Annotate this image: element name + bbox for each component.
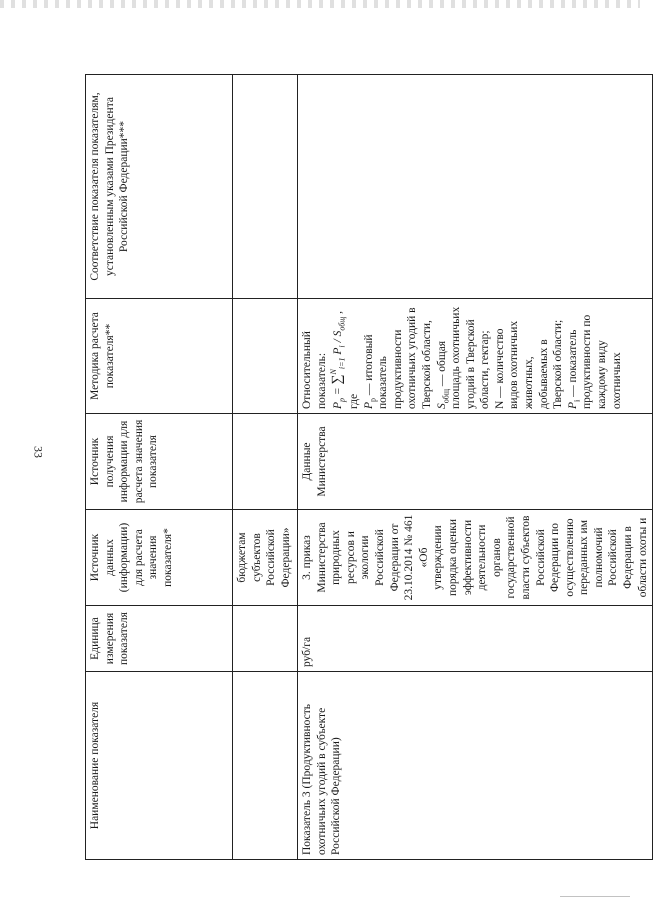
scan-edge-bottom xyxy=(560,896,630,897)
cell-empty xyxy=(233,75,298,299)
cell-data-source-continued: бюджетам субъектов Российской Федерации» xyxy=(233,510,298,606)
method-intro: Относительный показатель: xyxy=(301,331,328,409)
indicators-table xyxy=(85,74,653,860)
cell-method xyxy=(298,299,653,414)
cell-unit: руб/га xyxy=(298,606,653,672)
header-unit: Единица измерения показателя xyxy=(86,606,233,672)
rotated-table-wrapper xyxy=(85,75,649,860)
cell-conformity xyxy=(298,75,653,299)
page-number: 33 xyxy=(31,446,46,458)
header-name: Наименование показателя xyxy=(86,672,233,860)
header-row xyxy=(86,75,233,860)
method-formula: $P_р = \sum^N_{i=1}$ $P_i / S_{общ}$ , xyxy=(329,310,347,409)
scan-edge-top xyxy=(0,0,640,8)
cell-info-source: Данные Министерства xyxy=(298,414,653,510)
indicator-row xyxy=(298,75,653,860)
header-data-source: Источник данных (информации) для расчета значения показателя* xyxy=(86,510,233,606)
method-def-s: $S_{общ}$ — общая площадь охотничьих угодий в Тверской области, гектар; xyxy=(435,306,492,409)
method-def-p: $P_р$ — итоговый показатель продуктивности охотничьих угодий в Тверской области, xyxy=(362,307,433,409)
continuation-row xyxy=(233,75,298,860)
header-info-source: Источник получения информации для расчета значения показателя xyxy=(86,414,233,510)
header-method: Методика расчета показателя** xyxy=(86,299,233,414)
cell-indicator-name: Показатель 3 (Продуктивность охотничьих угодий в субъекте Российской Федерации) xyxy=(298,672,653,860)
method-def-pi: $P_i$ — показатель продуктивности по каждому виду охотничьих xyxy=(566,314,623,409)
method-def-n: N — количество видов охотничьих животных, добываемых в Тверской области; xyxy=(493,319,565,409)
cell-empty xyxy=(233,606,298,672)
cell-empty xyxy=(233,672,298,860)
cell-empty xyxy=(233,299,298,414)
cell-empty xyxy=(233,414,298,510)
method-where: где xyxy=(347,393,360,409)
cell-data-source: 3. приказ Министерства природных ресурсов и экологии Российской Федерации от 23.10.2014 № 461 «Об утверждении порядка оценки эффективности деятельности органов государственной власти субъектов Российской Федерации по осуществлению переданных им полномочий Российской Федерации в области охоты и xyxy=(298,510,653,606)
header-conformity: Соответствие показателя показателям, установленным указами Президента Российской Федерации*** xyxy=(86,75,233,299)
